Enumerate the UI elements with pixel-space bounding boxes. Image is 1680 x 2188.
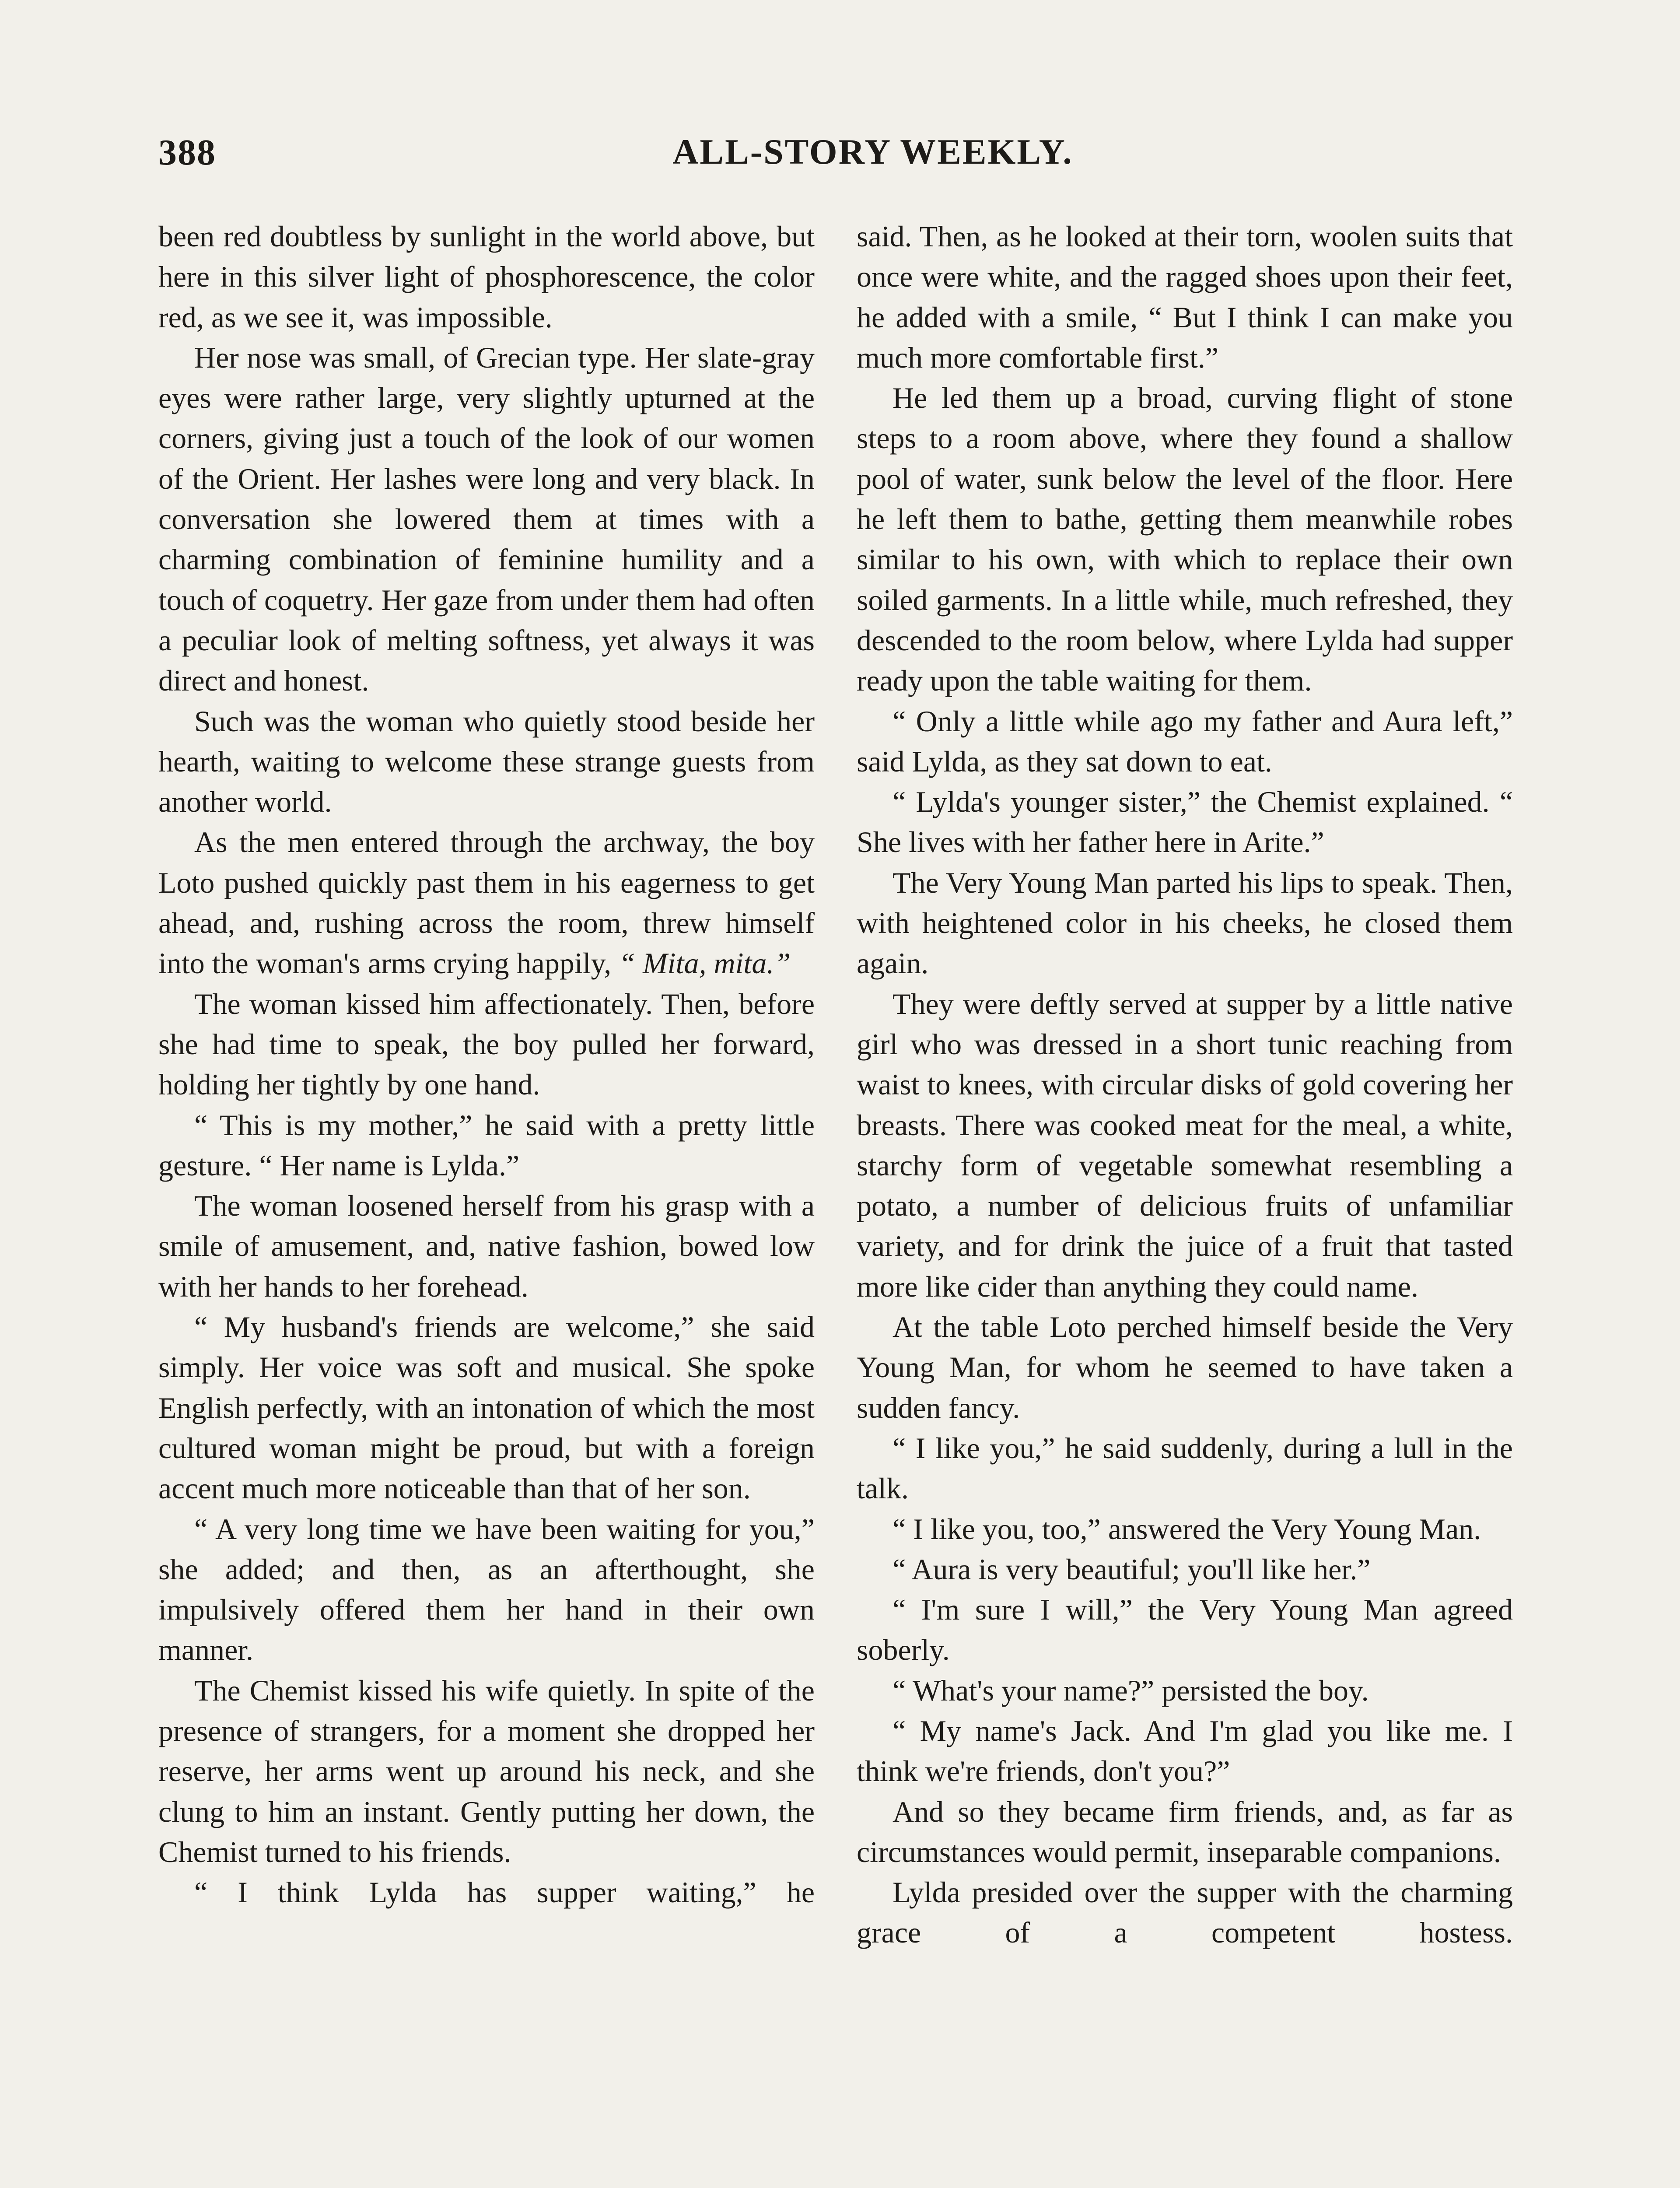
left-column — [158, 216, 815, 1912]
paragraph: “ My name's Jack. And I'm glad you like me. I think we're friends, don't you?” — [857, 1714, 1513, 1788]
paragraph: “ I think Lylda has supper waiting,” he — [194, 1876, 815, 1909]
paragraph: “ Only a little while ago my father and Aura left,” said Lylda, as they sat down to eat. — [857, 704, 1513, 778]
paragraph: The woman loosened herself from his grasp with a smile of amusement, and, native fashion, bowed low with her hands to her forehead. — [158, 1189, 815, 1303]
paragraph: Her nose was small, of Grecian type. Her slate-gray eyes were rather large, very slightly upturned at the corners, giving just a touch of the look of our women of the Orient. Her lashes were long and very black. In conversation she lowered them at times with a charming combination of feminine humility and a touch of coquetry. Her gaze from under them had often a peculiar look of melting softness, yet always it was direct and honest. — [158, 340, 815, 698]
page-number: 388 — [158, 132, 216, 173]
paragraph: said. Then, as he looked at their torn, woolen suits that once were white, and the ragged shoes upon their feet, he added with a smile, “ But I think I can make you much more comfortable first.” — [857, 220, 1513, 374]
paragraph: Such was the woman who quietly stood beside her hearth, waiting to welcome these strange guests from another world. — [158, 704, 815, 819]
paragraph: The Chemist kissed his wife quietly. In spite of the presence of strangers, for a moment she dropped her reserve, her arms went up around his neck, and she clung to him an instant. Gently putting her down, the Chemist turned to his friends. — [158, 1673, 815, 1869]
paragraph: “ I'm sure I will,” the Very Young Man agreed soberly. — [857, 1593, 1513, 1667]
paragraph — [158, 822, 815, 983]
paragraph: “ I like you,” he said suddenly, during a lull in the talk. — [857, 1431, 1513, 1505]
paragraph: He led them up a broad, curving flight of stone steps to a room above, where they found a shallow pool of water, sunk below the level of the floor. Here he left them to bathe, getting them meanwhile robes similar to his own, with which to replace their own soiled garments. In a little while, much refreshed, they descended to the room below, where Lylda had supper ready upon the table waiting for them. — [857, 381, 1513, 698]
paragraph: The Very Young Man parted his lips to speak. Then, with heightened color in his cheeks, he closed them again. — [857, 866, 1513, 980]
paragraph: “ This is my mother,” he said with a pretty little gesture. “ Her name is Lylda.” — [158, 1108, 815, 1182]
paragraph: “ I like you, too,” answered the Very Young Man. — [892, 1512, 1481, 1546]
paragraph: been red doubtless by sunlight in the world above, but here in this silver light of phosphorescence, the color red, as we see it, was impossible. — [158, 220, 815, 334]
paragraph: Lylda presided over the supper with the charming grace of a competent hostess. — [857, 1876, 1513, 1950]
paragraph: “ What's your name?” persisted the boy. — [892, 1673, 1369, 1707]
paragraph-text: As the men entered through the archway, the boy Loto pushed quickly past them in his eagerness to get ahead, and, rushing across the room, threw himself into the woman's arms crying happily, — [158, 825, 815, 980]
paragraph: “ My husband's friends are welcome,” she said simply. Her voice was soft and musical. She spoke English perfectly, with an intonation of which the most cultured woman might be proud, but with a foreign accent much more noticeable than that of her son. — [158, 1310, 815, 1505]
italic-quote: “ Mita, mita.” — [619, 947, 791, 980]
paragraph: And so they became firm friends, and, as far as circumstances would permit, inseparable companions. — [857, 1795, 1513, 1869]
right-column — [857, 216, 1513, 1953]
paragraph: They were deftly served at supper by a little native girl who was dressed in a short tunic reaching from waist to knees, with circular disks of gold covering her breasts. There was cooked meat for the meal, a white, starchy form of vegetable somewhat resembling a potato, a number of delicious fruits of unfamiliar variety, and for drink the juice of a fruit that tasted more like cider than anything they could name. — [857, 987, 1513, 1303]
paragraph: “ A very long time we have been waiting for you,” she added; and then, as an afterthought, she impulsively offered them her hand in their own manner. — [158, 1512, 815, 1667]
paragraph: At the table Loto perched himself beside the Very Young Man, for whom he seemed to have taken a sudden fancy. — [857, 1310, 1513, 1424]
paragraph: “ Aura is very beautiful; you'll like her.” — [892, 1552, 1371, 1586]
running-head: ALL-STORY WEEKLY. — [672, 132, 1073, 172]
paragraph: “ Lylda's younger sister,” the Chemist explained. “ She lives with her father here in Arite.” — [857, 785, 1513, 859]
paragraph: The woman kissed him affectionately. Then, before she had time to speak, the boy pulled her forward, holding her tightly by one hand. — [158, 987, 815, 1101]
